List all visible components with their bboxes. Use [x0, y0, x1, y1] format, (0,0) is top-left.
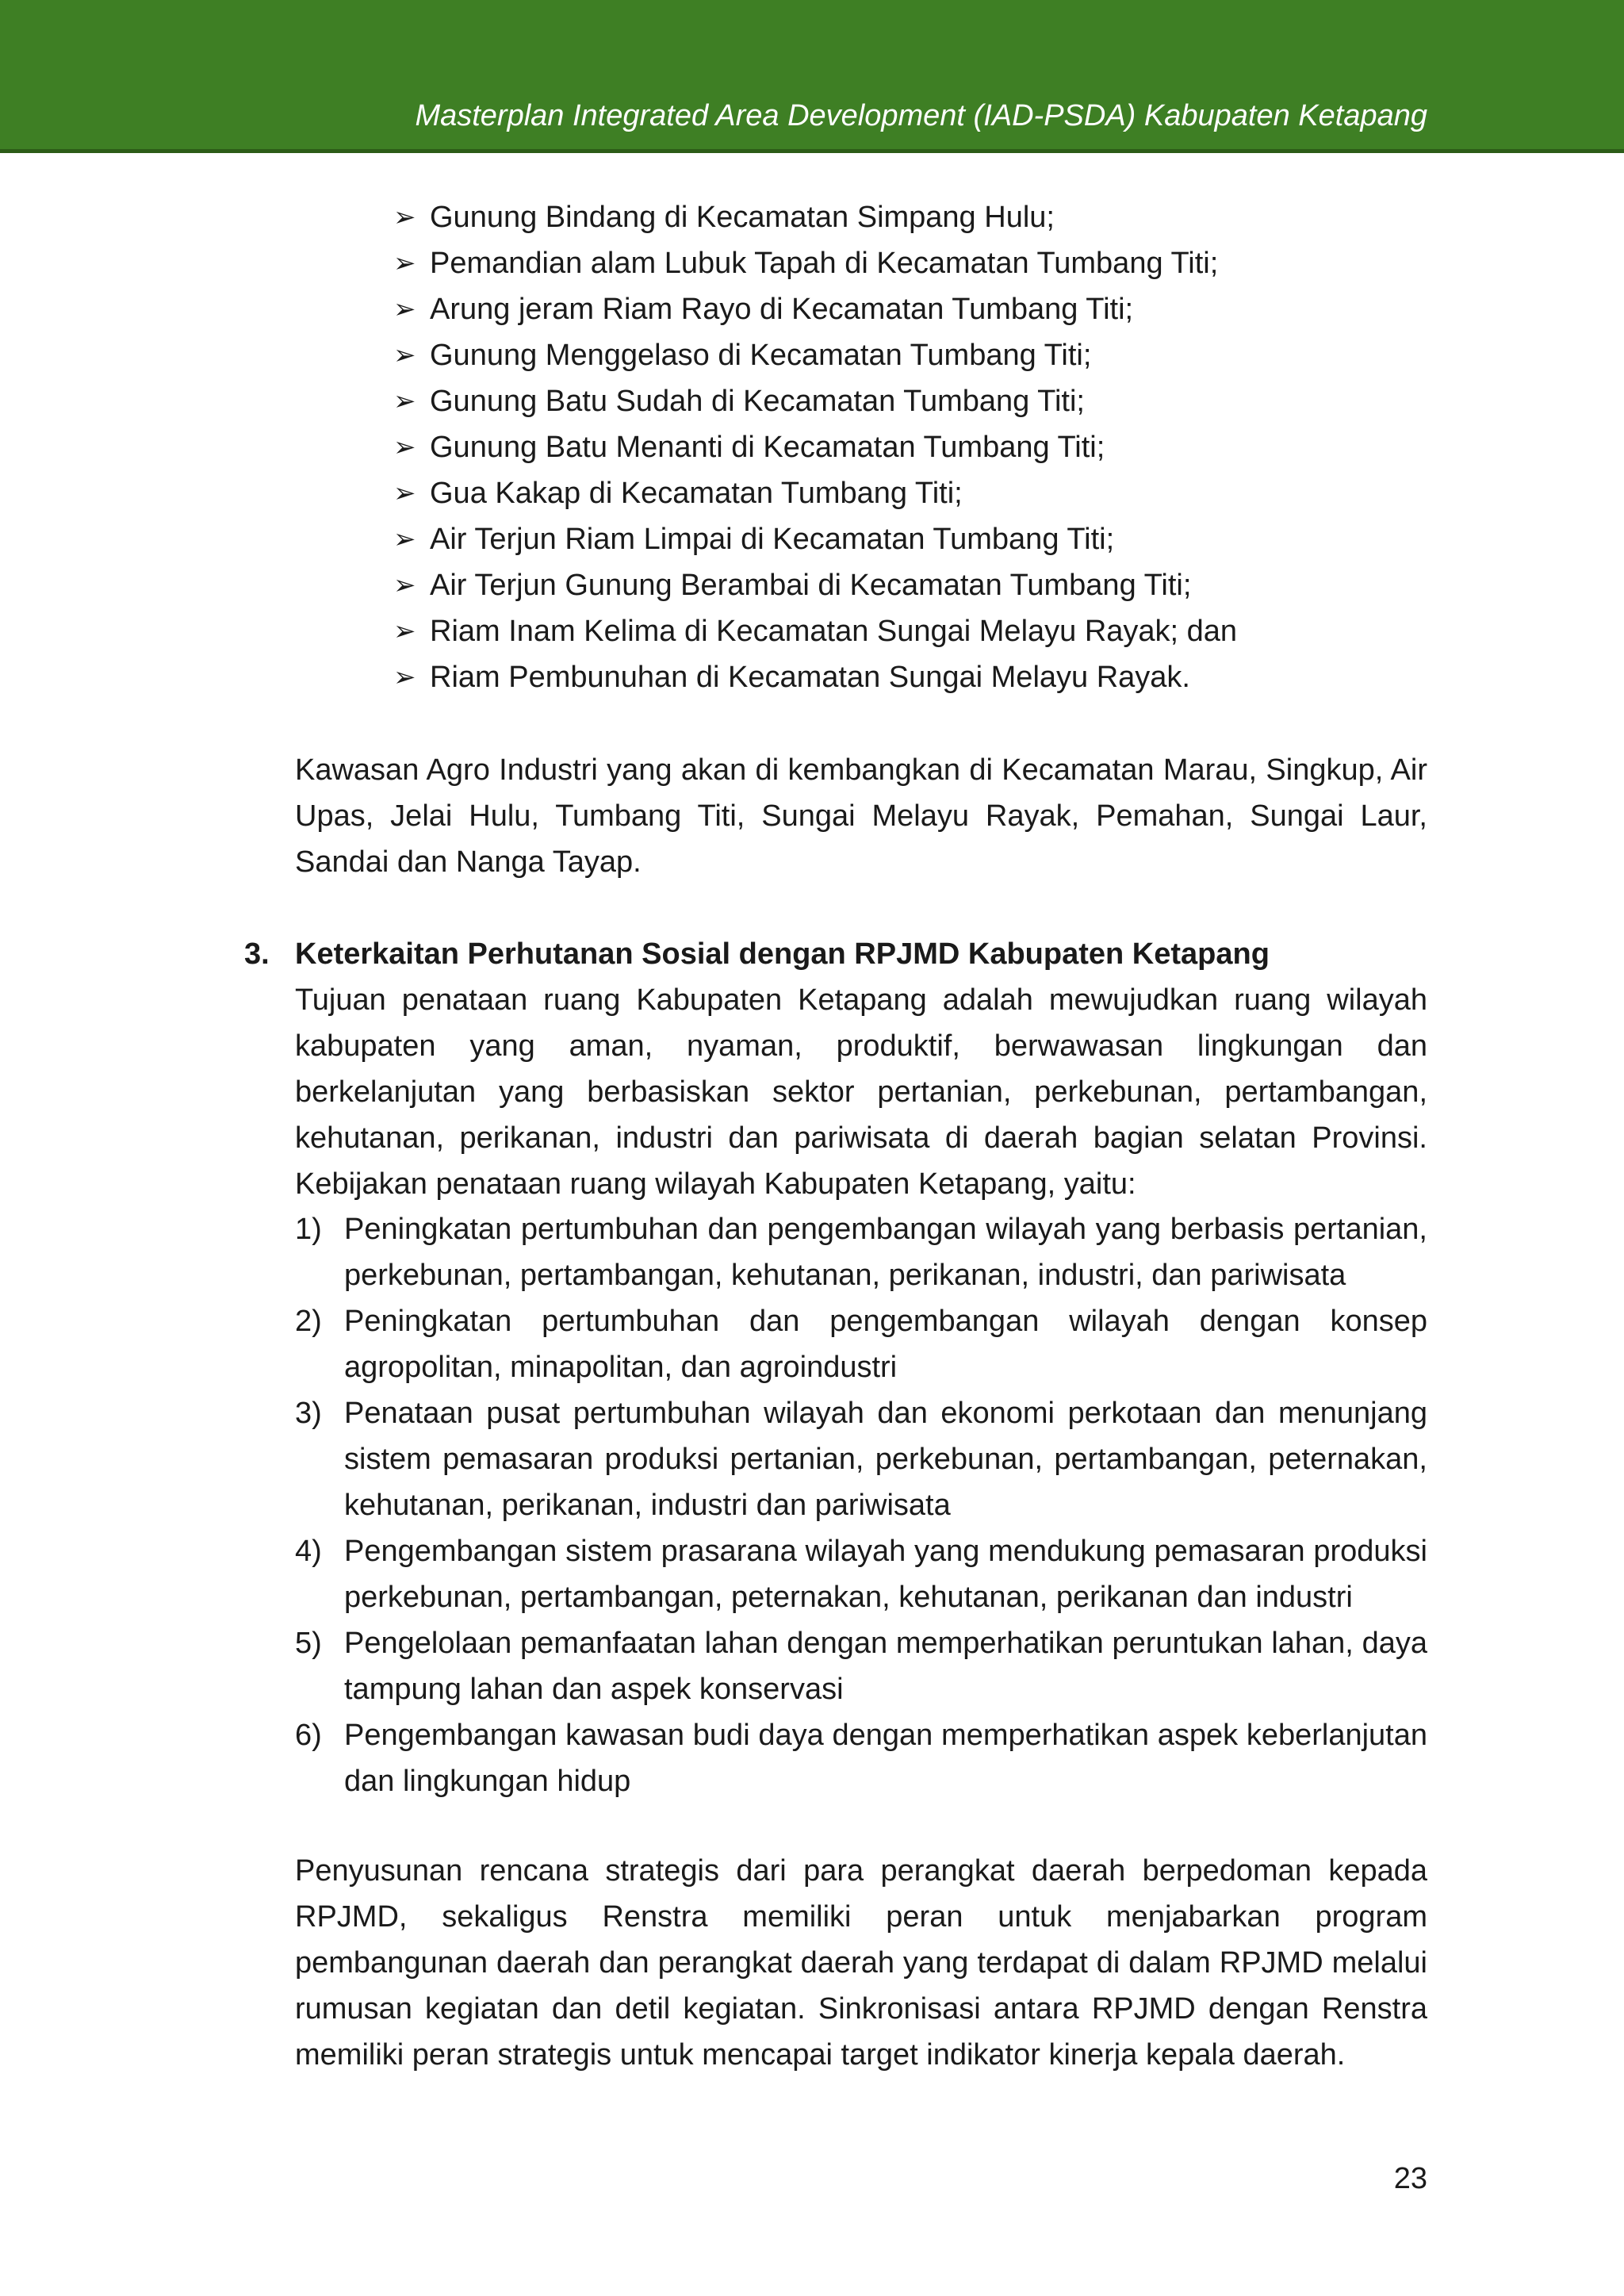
page-header: [0, 0, 1624, 153]
list-item-text: Pengembangan kawasan budi daya dengan memperhatikan aspek keberlanjutan dan lingkungan hidup: [344, 1719, 1427, 1798]
list-item-text: Pengembangan sistem prasarana wilayah yang mendukung pemasaran produksi perkebunan, pertambangan, peternakan, kehutanan, perikanan dan industri: [344, 1535, 1427, 1614]
list-number: 4): [295, 1535, 322, 1568]
list-item: [295, 1206, 1427, 1298]
section-number: 3.: [244, 937, 270, 971]
arrow-bullet-icon: ➢: [393, 202, 416, 232]
arrow-bullet-icon: ➢: [393, 478, 416, 508]
list-item: [295, 1528, 1427, 1620]
list-item: [295, 1390, 1427, 1528]
list-item: [295, 1620, 1427, 1712]
page-number: 23: [1393, 2162, 1427, 2195]
agro-industry-paragraph: Kawasan Agro Industri yang akan di kembangkan di Kecamatan Marau, Singkup, Air Upas, Jelai Hulu, Tumbang Titi, Sungai Melayu Rayak, Pemahan, Sungai Laur, Sandai dan Nanga Tayap.: [295, 753, 1427, 879]
list-number: 3): [295, 1397, 322, 1430]
arrow-bullet-icon: ➢: [393, 524, 416, 554]
list-number: 6): [295, 1719, 322, 1752]
list-item: [295, 1712, 1427, 1804]
list-item-text: Peningkatan pertumbuhan dan pengembangan wilayah yang berbasis pertanian, perkebunan, pertambangan, kehutanan, perikanan, industri, dan pariwisata: [344, 1213, 1427, 1292]
section-heading: Keterkaitan Perhutanan Sosial dengan RPJMD Kabupaten Ketapang: [295, 937, 1270, 971]
list-item-text: Penataan pusat pertumbuhan wilayah dan ekonomi perkotaan dan menunjang sistem pemasaran produksi pertanian, perkebunan, pertambangan, peternakan, kehutanan, perikanan, industri dan pariwisata: [344, 1397, 1427, 1522]
arrow-bullet-icon: ➢: [393, 248, 416, 278]
closing-paragraph: Penyusunan rencana strategis dari para perangkat daerah berpedoman kepada RPJMD, sekaligus Renstra memiliki peran untuk menjabarkan program pembangunan daerah dan perangkat daerah yang terdapat di dalam RPJMD melalui rumusan kegiatan dan detil kegiatan. Sinkronisasi antara RPJMD dengan Renstra memiliki peran strategis untuk mencapai target indikator kinerja kepala daerah.: [295, 1854, 1427, 2072]
list-number: 2): [295, 1305, 322, 1338]
arrow-bullet-icon: ➢: [393, 340, 416, 370]
list-number: 1): [295, 1213, 322, 1246]
list-item-text: Peningkatan pertumbuhan dan pengembangan wilayah dengan konsep agropolitan, minapolitan, dan agroindustri: [344, 1305, 1427, 1384]
arrow-bullet-icon: ➢: [393, 570, 416, 600]
list-item: [295, 1298, 1427, 1390]
header-title: Masterplan Integrated Area Development (IAD-PSDA) Kabupaten Ketapang: [415, 99, 1427, 132]
arrow-bullet-icon: ➢: [393, 662, 416, 692]
section-intro-paragraph: Tujuan penataan ruang Kabupaten Ketapang adalah mewujudkan ruang wilayah kabupaten yang aman, nyaman, produktif, berwawasan lingkungan dan berkelanjutan yang berbasiskan sektor pertanian, perkebunan, pertambangan, kehutanan, perikanan, industri dan pariwisata di daerah bagian selatan Provinsi. Kebijakan penataan ruang wilayah Kabupaten Ketapang, yaitu:: [295, 983, 1427, 1201]
arrow-bullet-icon: ➢: [393, 386, 416, 416]
list-number: 5): [295, 1627, 322, 1660]
arrow-bullet-icon: ➢: [393, 432, 416, 462]
policy-list: [295, 1206, 1427, 1804]
arrow-bullet-icon: ➢: [393, 616, 416, 646]
arrow-bullet-icon: ➢: [393, 294, 416, 324]
list-item-text: Pengelolaan pemanfaatan lahan dengan memperhatikan peruntukan lahan, daya tampung lahan dan aspek konservasi: [344, 1627, 1427, 1706]
